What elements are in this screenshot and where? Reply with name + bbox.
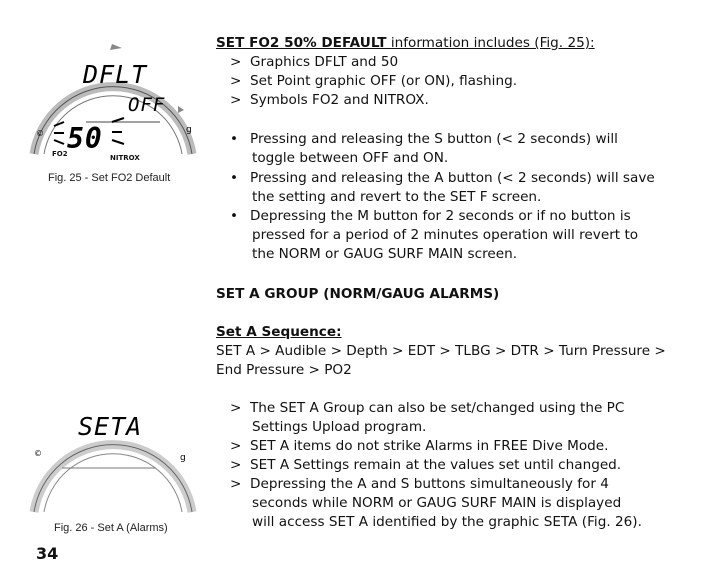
figure-25 — [28, 36, 198, 186]
list-item-cont: will access SET A identified by the graphic SETA (Fig. 26). — [252, 514, 642, 530]
list-item: > Depressing the A and S buttons simultaneously for 4 — [230, 476, 609, 492]
section2-subheading: Set A Sequence: — [216, 324, 342, 340]
list-item: > Graphics DFLT and 50 — [230, 54, 399, 70]
list-item-cont: Settings Upload program. — [252, 419, 427, 435]
dive-computer-display-icon — [28, 36, 198, 186]
sequence-line-2: End Pressure > PO2 — [216, 362, 352, 378]
bullet-item: • Pressing and releasing the S button (< 2 seconds) will — [230, 131, 618, 147]
section2-heading: SET A GROUP (NORM/GAUG ALARMS) — [216, 286, 500, 302]
bullet-item-cont: the NORM or GAUG SURF MAIN screen. — [252, 246, 518, 262]
svg-text:©: © — [36, 129, 44, 138]
lcd-gas-label: FO2 — [52, 150, 68, 158]
section1-heading-rest: information includes (Fig. 25): — [386, 35, 595, 51]
list-item: > The SET A Group can also be set/changed using the PC — [230, 400, 625, 416]
section1-heading-bold: SET FO2 50% DEFAULT — [216, 35, 387, 51]
list-item: > Set Point graphic OFF (or ON), flashing. — [230, 73, 518, 89]
figure-26-caption: Fig. 26 - Set A (Alarms) — [54, 522, 168, 534]
page-number: 34 — [36, 544, 59, 563]
lcd-mid-text: OFF — [128, 94, 166, 116]
bullet-item-cont: toggle between OFF and ON. — [252, 150, 449, 166]
lcd-nitrox-label: NITROX — [110, 154, 140, 162]
figure-25-caption: Fig. 25 - Set FO2 Default — [48, 172, 171, 184]
dive-computer-display-icon — [28, 388, 198, 520]
figure-26 — [28, 388, 198, 520]
svg-text:g: g — [180, 453, 186, 463]
lcd-big-text: 50 — [67, 122, 103, 155]
lcd-top-text: DFLT — [83, 60, 148, 89]
bullet-item-cont: pressed for a period of 2 minutes operation will revert to — [252, 227, 639, 243]
list-item: > SET A items do not strike Alarms in FREE Dive Mode. — [230, 438, 609, 454]
lcd-seta-text: SETA — [78, 412, 143, 441]
list-item: > Symbols FO2 and NITROX. — [230, 92, 429, 108]
bullet-item: • Depressing the M button for 2 seconds or if no button is — [230, 208, 631, 224]
bullet-item: • Pressing and releasing the A button (< 2 seconds) will save — [230, 170, 655, 186]
section1-heading — [216, 34, 595, 53]
svg-text:g: g — [186, 125, 192, 135]
svg-text:©: © — [34, 449, 42, 458]
sequence-line-1: SET A > Audible > Depth > EDT > TLBG > DTR > Turn Pressure > — [216, 343, 666, 359]
list-item: > SET A Settings remain at the values set until changed. — [230, 457, 622, 473]
list-item-cont: seconds while NORM or GAUG SURF MAIN is displayed — [252, 495, 622, 511]
bullet-item-cont: the setting and revert to the SET F screen. — [252, 189, 542, 205]
